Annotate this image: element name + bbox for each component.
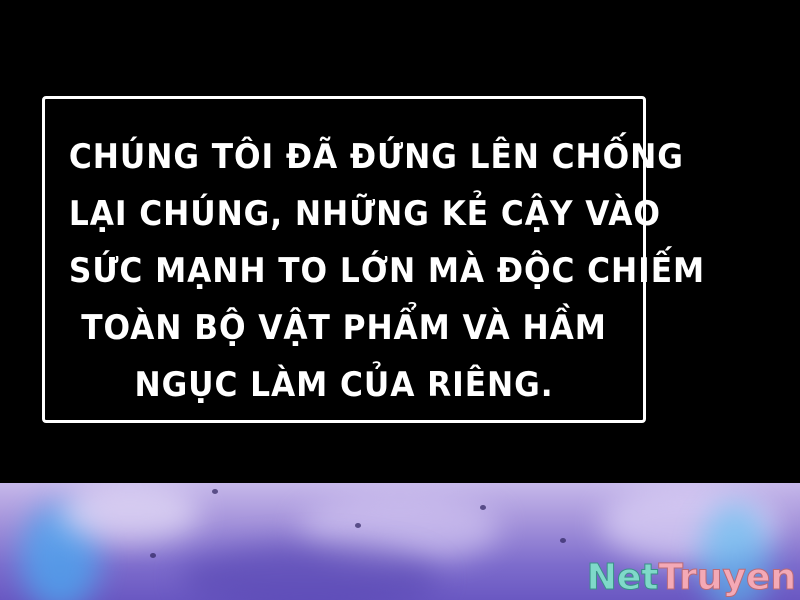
scene-speck: [212, 489, 218, 494]
scene-speck: [480, 505, 486, 510]
scene-speck: [355, 523, 361, 528]
caption-line-2: LẠI CHÚNG, NHỮNG KẺ CẬY VÀO: [68, 194, 661, 234]
scene-glow-top-left: [60, 483, 200, 543]
caption-line-5: NGỤC LÀM CỦA RIÊNG.: [134, 365, 554, 405]
watermark-part-2: Truyen: [658, 557, 796, 598]
caption-line-4: TOÀN BỘ VẬT PHẨM VÀ HẦM: [81, 308, 607, 348]
site-watermark: [587, 558, 796, 598]
scene-speck: [150, 553, 156, 558]
caption-line-3: SỨC MẠNH TO LỚN MÀ ĐỘC CHIẾM: [68, 251, 706, 291]
scene-speck: [560, 538, 566, 543]
caption-box: [42, 96, 706, 423]
caption-line-1: CHÚNG TÔI ĐÃ ĐỨNG LÊN CHỐNG: [68, 137, 684, 177]
artwork-scene: [0, 483, 800, 600]
caption-text: [68, 129, 706, 414]
watermark-part-1: Net: [586, 557, 659, 598]
